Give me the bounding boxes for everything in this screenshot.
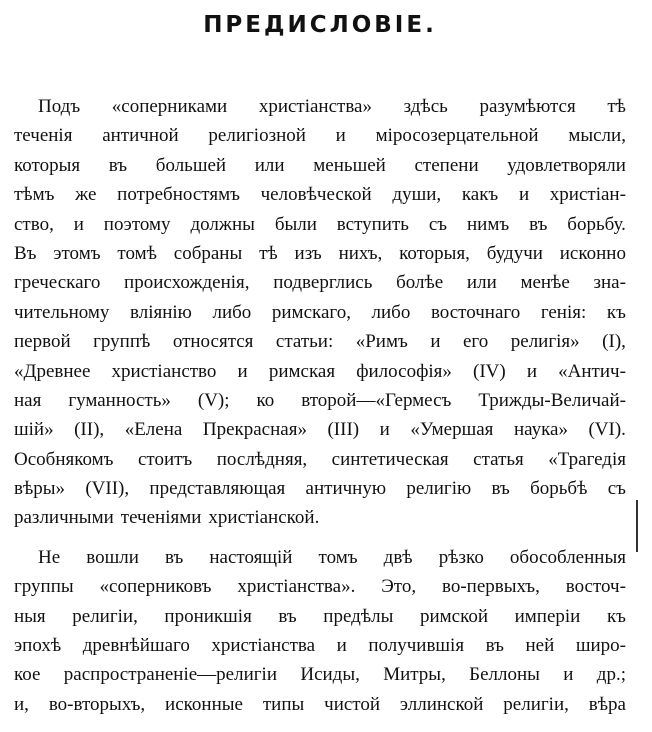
word: исконные	[165, 693, 243, 715]
word: мысли,	[568, 125, 626, 147]
word: представляющая	[149, 478, 286, 500]
word: эллинской	[399, 693, 484, 715]
word: потребностямъ	[117, 184, 240, 206]
word: собраны	[173, 242, 243, 264]
word: и	[563, 664, 574, 686]
word: міросозерцательной	[375, 125, 539, 147]
word: и	[237, 360, 248, 382]
word: античную	[305, 478, 387, 500]
word: Не	[38, 546, 61, 568]
text-line	[14, 631, 626, 660]
word: степени	[414, 154, 479, 176]
word: генія:	[540, 301, 587, 323]
word: Митры,	[383, 664, 446, 686]
word: религіи,	[503, 693, 569, 715]
word: религіозной	[208, 125, 306, 147]
word: Прекрасная»	[202, 419, 307, 441]
text-line	[14, 690, 626, 719]
text-line	[14, 474, 626, 503]
word: послѣдняя,	[216, 448, 308, 470]
word: томъ	[318, 546, 358, 568]
paragraph-gap	[14, 533, 626, 543]
word: ство,	[14, 213, 54, 235]
word: «Антич-	[558, 360, 626, 382]
word: должны	[190, 213, 255, 235]
word: и	[518, 184, 530, 206]
page-title: ПРЕДИСЛОВІЕ.	[203, 12, 437, 38]
word: теченіями	[120, 507, 202, 529]
text-line	[14, 503, 626, 532]
body-text	[14, 92, 626, 719]
word: изъ	[294, 242, 322, 264]
word: шій»	[14, 419, 54, 441]
word: рѣзко	[438, 546, 484, 568]
word: борьбу.	[567, 213, 626, 235]
word: ныя	[14, 605, 46, 627]
word: къ	[606, 301, 626, 323]
word: предѣлы	[323, 605, 394, 627]
word: христіан-	[549, 184, 626, 206]
margin-mark	[636, 500, 638, 552]
word: Беллоны	[469, 664, 540, 686]
word: (I),	[602, 331, 626, 353]
text-line	[14, 268, 626, 297]
word: гуманность»	[68, 389, 171, 411]
word: религію	[406, 478, 472, 500]
word: обособленныя	[509, 546, 626, 568]
word: группы	[14, 576, 74, 598]
word: эпохѣ	[14, 635, 62, 657]
word: тѣмъ	[14, 184, 55, 206]
word: вступить	[336, 213, 409, 235]
word: (VI).	[588, 419, 626, 441]
word: удовлетворяли	[507, 154, 626, 176]
word: христіанства	[211, 635, 316, 657]
word: поэтому	[103, 213, 171, 235]
word: проникшія	[164, 605, 252, 627]
word: (VII),	[85, 478, 130, 500]
word: и,	[14, 693, 29, 715]
word: христіанской.	[208, 507, 320, 529]
word: римская	[268, 360, 336, 382]
paragraph-1	[14, 92, 626, 533]
word: стоитъ	[137, 448, 193, 470]
word: христіанства».	[237, 576, 356, 598]
word: во-первыхъ,	[441, 576, 540, 598]
word: въ	[529, 213, 548, 235]
word: и	[336, 635, 347, 657]
word: Въ	[14, 242, 37, 264]
word: Это,	[381, 576, 417, 598]
text-line	[14, 327, 626, 356]
word: нимъ	[467, 213, 510, 235]
word: наука»	[513, 419, 568, 441]
word: души,	[392, 184, 442, 206]
word: были	[274, 213, 317, 235]
text-line	[14, 543, 626, 572]
word: нихъ,	[338, 242, 383, 264]
text-line	[14, 121, 626, 150]
word: имперіи	[514, 605, 581, 627]
word: второй—«Гермесъ	[301, 389, 452, 411]
text-line	[14, 415, 626, 444]
word: вѣры»	[14, 478, 66, 500]
word: или	[466, 272, 497, 294]
word: ней	[525, 635, 555, 657]
word: которыя,	[399, 242, 470, 264]
word: христіанство	[111, 360, 217, 382]
word: происхожденія,	[124, 272, 250, 294]
text-line	[14, 602, 626, 631]
word: настоящій	[209, 546, 293, 568]
word: «Елена	[124, 419, 183, 441]
word: Трижды-Величай-	[478, 389, 626, 411]
word: широ-	[575, 635, 626, 657]
word: тѣ	[259, 242, 278, 264]
word: восточнаго	[430, 301, 521, 323]
text-line	[14, 239, 626, 268]
word: борьбѣ	[530, 478, 588, 500]
word: первой	[14, 331, 71, 353]
word: (IV)	[473, 360, 506, 382]
text-line	[14, 357, 626, 386]
word: философія»	[356, 360, 452, 382]
word: вѣра	[588, 693, 626, 715]
word: и	[73, 213, 84, 235]
word: «Трагедія	[548, 448, 626, 470]
word: статьи:	[275, 331, 334, 353]
word: какъ	[461, 184, 499, 206]
word: греческаго	[14, 272, 101, 294]
word: античной	[102, 125, 179, 147]
text-line	[14, 660, 626, 689]
text-line	[14, 298, 626, 327]
word: чительному	[14, 301, 110, 323]
word: (II),	[74, 419, 105, 441]
word: въ	[491, 478, 510, 500]
word: различными	[14, 507, 114, 529]
word: ко	[256, 389, 275, 411]
word: томѣ	[117, 242, 157, 264]
word: «Древнее	[14, 360, 91, 382]
word: вошли	[86, 546, 139, 568]
word: либо	[212, 301, 252, 323]
word: древнѣйшаго	[82, 635, 190, 657]
word: будучи	[486, 242, 543, 264]
word: типы	[262, 693, 305, 715]
word: синтетическая	[331, 448, 449, 470]
word: религіи,	[72, 605, 138, 627]
word: Подъ	[38, 96, 81, 117]
word: къ	[606, 605, 626, 627]
word: относятся	[172, 331, 254, 353]
word: кое	[14, 664, 41, 686]
word: съ	[428, 213, 448, 235]
word: др.;	[596, 664, 626, 686]
word: ная	[14, 389, 42, 411]
word: его	[463, 331, 489, 353]
text-line	[14, 180, 626, 209]
word: или	[254, 154, 285, 176]
word: которыя	[14, 154, 81, 176]
word: разумѣются	[479, 96, 576, 117]
word: и	[335, 125, 346, 147]
word: теченія	[14, 125, 73, 147]
word: и	[379, 419, 390, 441]
word: менѣе	[520, 272, 570, 294]
word: статья	[473, 448, 524, 470]
word: тѣ	[607, 96, 626, 117]
word: религія»	[510, 331, 580, 353]
word: «Умершая	[410, 419, 494, 441]
word: зна-	[593, 272, 626, 294]
word: Исиды,	[300, 664, 360, 686]
word: группѣ	[93, 331, 151, 353]
word: въ	[164, 546, 184, 568]
word: съ	[607, 478, 626, 500]
word: римскаго,	[271, 301, 351, 323]
word: (V);	[197, 389, 230, 411]
word: «Римъ	[355, 331, 408, 353]
text-line	[14, 445, 626, 474]
text-line	[14, 572, 626, 601]
word: восточ-	[565, 576, 626, 598]
word: во-вторыхъ,	[48, 693, 146, 715]
word: меньшей	[313, 154, 386, 176]
word: римской	[419, 605, 489, 627]
word: здѣсь	[403, 96, 448, 117]
word: большей	[155, 154, 227, 176]
word: вліянію	[130, 301, 192, 323]
word: этомъ	[53, 242, 101, 264]
text-line	[14, 92, 626, 121]
paragraph-2	[14, 543, 626, 719]
word: же	[75, 184, 97, 206]
word: христіанства»	[258, 96, 372, 117]
word: подверглись	[273, 272, 373, 294]
word: (III)	[327, 419, 360, 441]
word: распространеніе—религіи	[63, 664, 277, 686]
word: въ	[108, 154, 128, 176]
word: «соперниковъ	[99, 576, 212, 598]
word: и	[526, 360, 538, 382]
word: Особнякомъ	[14, 448, 114, 470]
word: болѣе	[396, 272, 444, 294]
word: человѣческой	[260, 184, 372, 206]
word: и	[430, 331, 441, 353]
word: въ	[278, 605, 297, 627]
word: двѣ	[383, 546, 413, 568]
word: въ	[485, 635, 504, 657]
text-line	[14, 151, 626, 180]
text-line	[14, 386, 626, 415]
word: исконно	[559, 242, 626, 264]
word: чистой	[324, 693, 381, 715]
word: «соперниками	[111, 96, 228, 117]
word: либо	[371, 301, 411, 323]
word: получившія	[368, 635, 465, 657]
text-line	[14, 210, 626, 239]
